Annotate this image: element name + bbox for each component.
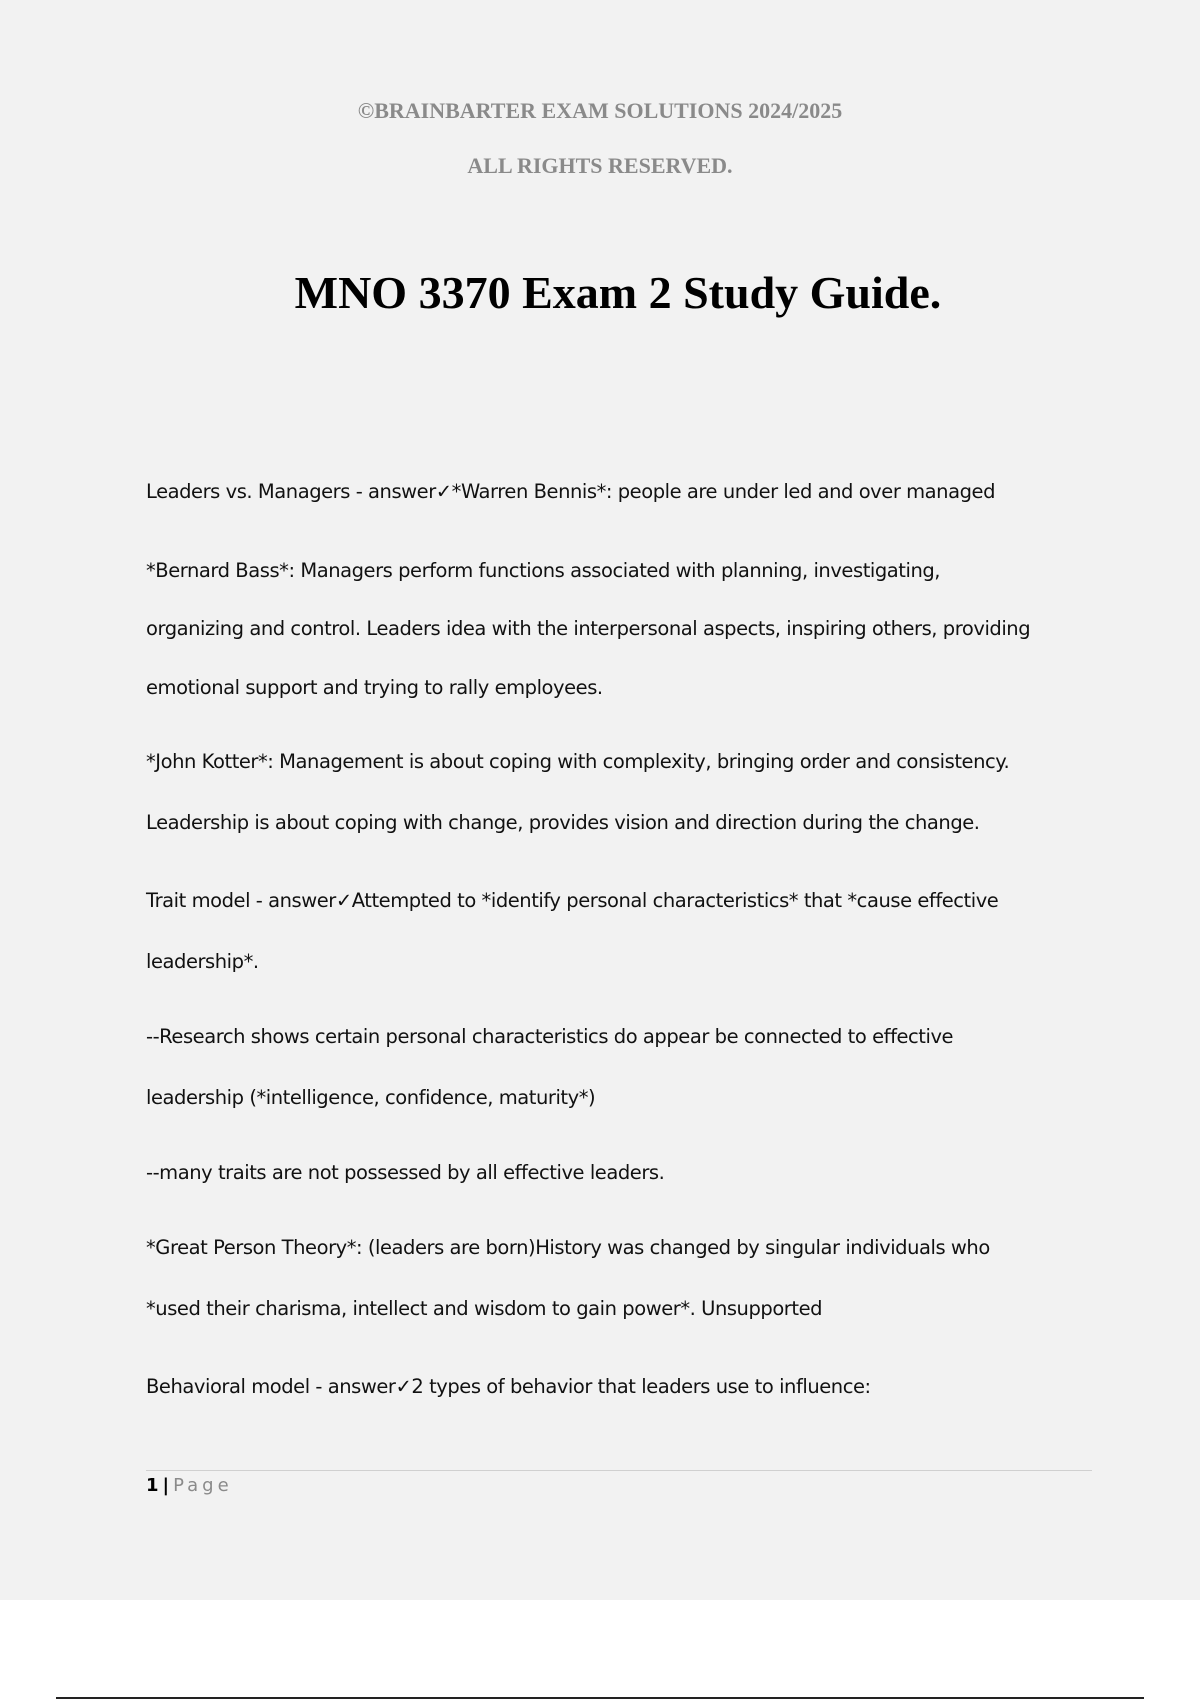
body-line: Leadership is about coping with change, provides vision and direction during the change. — [146, 811, 980, 834]
body-line: Trait model - answer✓Attempted to *identify personal characteristics* that *cause effective — [146, 889, 999, 912]
body-line: *John Kotter*: Management is about coping with complexity, bringing order and consistency. — [146, 750, 1010, 773]
next-page-top-rule — [56, 1697, 1144, 1699]
page-label: Page — [173, 1475, 233, 1496]
body-line: organizing and control. Leaders idea with the interpersonal aspects, inspiring others, providing — [146, 617, 1031, 640]
body-line: --many traits are not possessed by all effective leaders. — [146, 1161, 665, 1184]
body-line: *Great Person Theory*: (leaders are born)History was changed by singular individuals who — [146, 1236, 990, 1259]
rights-reserved-header: ALL RIGHTS RESERVED. — [467, 153, 733, 178]
copyright-header: ©BRAINBARTER EXAM SOLUTIONS 2024/2025 — [357, 98, 843, 123]
page-number: 1 — [146, 1475, 159, 1496]
document-title: MNO 3370 Exam 2 Study Guide. — [294, 267, 942, 318]
body-line: leadership (*intelligence, confidence, maturity*) — [146, 1086, 596, 1109]
footer-separator: | — [162, 1475, 170, 1496]
body-line: *Bernard Bass*: Managers perform functions associated with planning, investigating, — [146, 559, 941, 582]
page-footer — [146, 1475, 233, 1496]
footer-divider — [146, 1470, 1092, 1471]
body-line: Leaders vs. Managers - answer✓*Warren Bennis*: people are under led and over managed — [146, 480, 995, 503]
body-line: *used their charisma, intellect and wisdom to gain power*. Unsupported — [146, 1297, 823, 1320]
body-line: emotional support and trying to rally employees. — [146, 676, 603, 699]
body-line: leadership*. — [146, 950, 259, 973]
body-line: --Research shows certain personal characteristics do appear be connected to effective — [146, 1025, 954, 1048]
body-line: Behavioral model - answer✓2 types of behavior that leaders use to influence: — [146, 1375, 871, 1398]
